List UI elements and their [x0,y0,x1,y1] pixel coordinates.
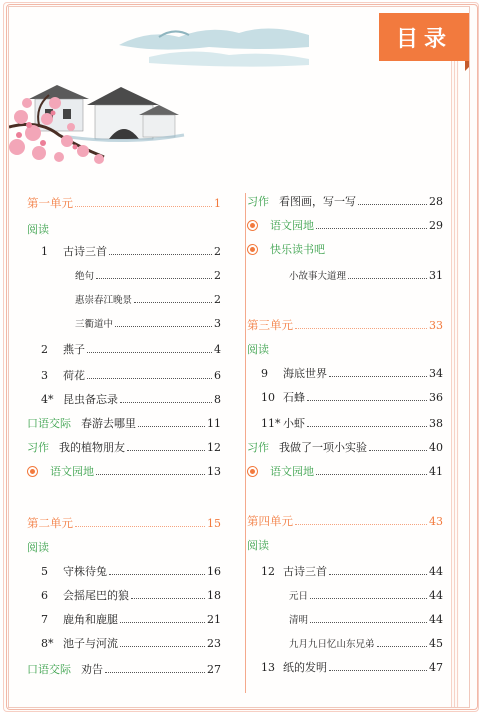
leader-dots [75,206,212,207]
lesson-number: 7 [41,612,48,626]
lesson-number: 1 [41,244,48,258]
lesson-title: 石蜂 [283,391,305,404]
page-number: 44 [429,588,443,602]
leader-dots [105,672,205,673]
leader-dots [295,328,427,329]
toc-activity-entry[interactable] [247,439,443,455]
bookmark-ribbon [467,403,470,463]
toc-sub-entry[interactable] [75,315,221,331]
leader-dots [96,474,205,475]
activity-title: 看图画，写一写 [279,195,356,208]
page-number: 13 [207,464,221,478]
activity-tag: 口语交际 [27,417,71,430]
leader-dots [316,474,427,475]
lesson-title: 燕子 [63,343,85,356]
lesson-number: 3 [41,368,48,382]
page-number: 34 [429,366,443,380]
page-number: 8 [214,392,221,406]
page-number: 29 [429,218,443,232]
leader-dots [310,598,427,599]
lesson-title: 鹿角和鹿腿 [63,613,118,626]
toc-lesson-entry[interactable] [41,243,221,259]
garden-title: 语文园地 [270,219,314,232]
leader-dots [127,450,205,451]
leader-dots [131,598,205,599]
lesson-number: 2 [41,342,48,356]
toc-sub-entry[interactable] [289,611,443,627]
toc-lesson-entry[interactable] [41,611,221,627]
page-number: 45 [429,636,443,650]
toc-unit-heading[interactable] [247,317,443,333]
toc-lesson-entry[interactable] [261,659,443,675]
ink-landscape-illustration [9,7,309,187]
toc-section-label [27,539,221,555]
lesson-number: 6 [41,588,48,602]
page-number: 2 [214,244,221,258]
lesson-number: 13 [261,660,275,674]
leader-dots [329,574,427,575]
activity-title: 春游去哪里 [81,417,136,430]
toc-lesson-entry[interactable] [41,563,221,579]
toc-sub-entry[interactable] [289,267,443,283]
activity-tag: 口语交际 [27,663,71,676]
circle-bullet-icon [247,244,258,255]
leader-dots [348,278,427,279]
toc-sub-entry[interactable] [75,267,221,283]
toc-section-label [27,221,221,237]
toc-lesson-entry[interactable] [41,391,221,407]
lesson-number: 5 [41,564,48,578]
page-number: 2 [214,292,221,306]
lesson-number: 11* [261,416,281,430]
page-number: 3 [214,316,221,330]
activity-tag: 习作 [247,195,269,208]
toc-lesson-entry[interactable] [261,365,443,381]
lesson-number: 4* [41,392,54,406]
garden-title: 快乐读书吧 [270,243,325,256]
leader-dots [310,622,427,623]
page-number: 47 [429,660,443,674]
lesson-title: 守株待兔 [63,565,107,578]
page-number: 33 [429,318,443,332]
unit-label: 第三单元 [247,318,293,332]
column-divider [245,193,246,693]
title-fold [465,61,470,71]
sub-title: 九月九日忆山东兄弟 [289,639,375,650]
page-number: 36 [429,390,443,404]
lesson-title: 海底世界 [283,367,327,380]
sub-title: 小故事大道理 [289,271,347,282]
sub-title: 三衢道中 [75,319,114,330]
sub-title: 惠崇春江晚景 [75,295,133,306]
lesson-title: 小虾 [283,417,305,430]
page-number: 6 [214,368,221,382]
leader-dots [120,402,212,403]
toc-activity-entry[interactable] [27,439,221,455]
activity-title: 我的植物朋友 [59,441,125,454]
page-stack-edge [451,47,459,707]
toc-garden-entry[interactable] [27,463,221,479]
page-number: 27 [207,662,221,676]
unit-label: 第四单元 [247,514,293,528]
leader-dots [109,574,205,575]
toc-page [8,6,470,708]
toc-garden-entry[interactable] [247,217,443,233]
page-number: 12 [207,440,221,454]
lesson-number: 12 [261,564,275,578]
leader-dots [295,524,427,525]
toc-unit-heading[interactable] [247,513,443,529]
toc-sub-entry[interactable] [75,291,221,307]
leader-dots [377,646,427,647]
page-number: 18 [207,588,221,602]
activity-tag: 习作 [247,441,269,454]
page-number: 28 [429,194,443,208]
section-label: 阅读 [247,539,269,552]
toc-section-label [247,341,443,357]
circle-bullet-icon [247,466,258,477]
garden-title: 语文园地 [270,465,314,478]
page-number: 43 [429,514,443,528]
toc-lesson-entry[interactable] [41,367,221,383]
sub-title: 绝句 [75,271,95,282]
leader-dots [307,400,427,401]
lesson-title: 昆虫备忘录 [63,393,118,406]
lesson-title: 荷花 [63,369,85,382]
page-number: 15 [207,516,221,530]
page-number: 31 [429,268,443,282]
lesson-title: 纸的发明 [283,661,327,674]
leader-dots [87,378,212,379]
leader-dots [134,302,212,303]
toc-lesson-entry[interactable] [261,389,443,405]
circle-bullet-icon [247,220,258,231]
page-number: 16 [207,564,221,578]
toc-lesson-entry[interactable] [41,341,221,357]
activity-title: 劝告 [81,663,103,676]
leader-dots [358,204,427,205]
circle-bullet-icon [27,466,38,477]
lesson-number: 10 [261,390,275,404]
toc-activity-entry[interactable] [27,415,221,431]
lesson-title: 会摇尾巴的狼 [63,589,129,602]
toc-activity-entry[interactable] [247,193,443,209]
lesson-title: 古诗三首 [63,245,107,258]
page-number: 40 [429,440,443,454]
toc-title: 目录 [379,13,469,61]
page-number: 41 [429,464,443,478]
sub-title: 清明 [289,615,309,626]
leader-dots [115,326,212,327]
toc-lesson-entry[interactable] [261,563,443,579]
page-number: 4 [214,342,221,356]
toc-lesson-entry[interactable] [261,415,443,431]
leader-dots [307,426,427,427]
leader-dots [87,352,212,353]
page-number: 21 [207,612,221,626]
toc-activity-entry[interactable] [27,661,221,677]
leader-dots [75,526,205,527]
garden-title: 语文园地 [50,465,94,478]
sub-title: 元日 [289,591,309,602]
leader-dots [138,426,205,427]
toc-unit-heading[interactable] [27,515,221,531]
lesson-title: 池子与河流 [63,637,118,650]
leader-dots [109,254,212,255]
toc-section-label [247,537,443,553]
unit-label: 第二单元 [27,516,73,530]
leader-dots [316,228,427,229]
unit-label: 第一单元 [27,196,73,210]
section-label: 阅读 [247,343,269,356]
toc-sub-entry[interactable] [289,587,443,603]
toc-garden-entry[interactable] [247,463,443,479]
toc-unit-heading[interactable] [27,195,221,211]
leader-dots [96,278,212,279]
toc-lesson-entry[interactable] [41,587,221,603]
lesson-number: 9 [261,366,268,380]
activity-title: 我做了一项小实验 [279,441,367,454]
page-number: 44 [429,612,443,626]
leader-dots [120,622,205,623]
toc-garden-entry[interactable] [247,241,443,257]
page-number: 23 [207,636,221,650]
page-number: 11 [207,416,221,430]
toc-lesson-entry[interactable] [41,635,221,651]
leader-dots [120,646,205,647]
leader-dots [329,376,427,377]
leader-dots [369,450,427,451]
section-label: 阅读 [27,223,49,236]
page-number: 1 [214,196,221,210]
page-number: 2 [214,268,221,282]
activity-tag: 习作 [27,441,49,454]
page-number: 38 [429,416,443,430]
toc-sub-entry[interactable] [289,635,443,651]
lesson-number: 8* [41,636,54,650]
page-number: 44 [429,564,443,578]
lesson-title: 古诗三首 [283,565,327,578]
leader-dots [329,670,427,671]
section-label: 阅读 [27,541,49,554]
